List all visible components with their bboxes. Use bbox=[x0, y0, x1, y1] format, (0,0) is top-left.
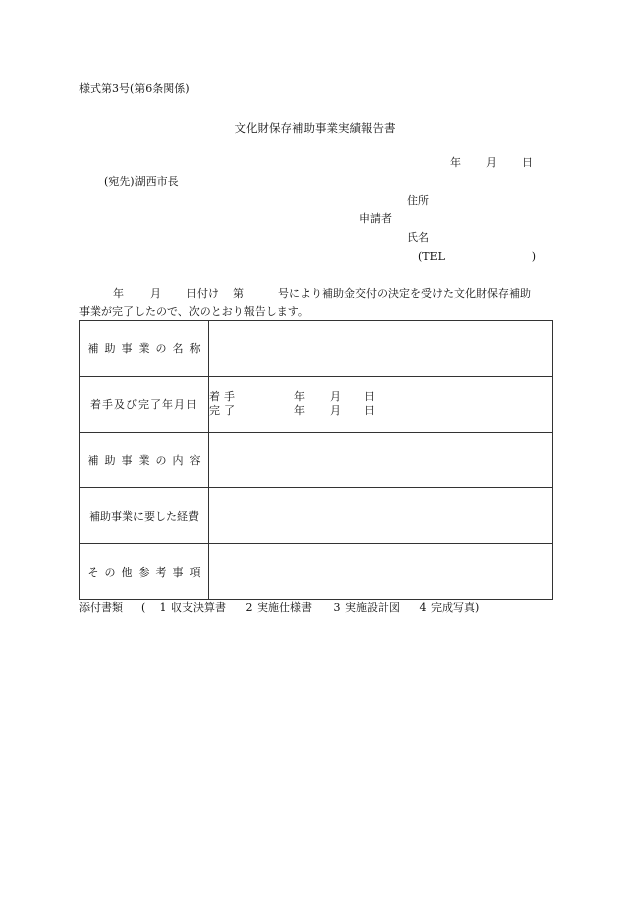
date-day: 日 bbox=[522, 156, 533, 169]
date-line bbox=[450, 157, 540, 168]
intro-dated: 日付け bbox=[186, 287, 219, 300]
expenses-field[interactable] bbox=[209, 488, 553, 544]
attachment-num-1: 1 bbox=[159, 601, 167, 614]
period-start-year: 年 bbox=[294, 390, 305, 404]
period-end-year: 年 bbox=[294, 404, 305, 418]
tel-line bbox=[418, 251, 536, 262]
table-row bbox=[80, 376, 553, 432]
attachments-close: ) bbox=[475, 601, 480, 614]
table-label-cell bbox=[80, 544, 209, 600]
project-content-field[interactable] bbox=[209, 432, 553, 488]
other-notes-field[interactable] bbox=[209, 544, 553, 600]
period-end-month: 月 bbox=[330, 404, 341, 418]
intro-year: 年 bbox=[113, 287, 124, 300]
attachment-3: 実施設計図 bbox=[345, 601, 400, 614]
project-name-field[interactable] bbox=[209, 321, 553, 377]
row-label-content: 補助事業の内容 bbox=[87, 453, 207, 467]
attachments-label: 添付書類 bbox=[79, 601, 123, 614]
attachment-num-2: 2 bbox=[245, 601, 253, 614]
table-label-cell bbox=[80, 432, 209, 488]
period-start-day: 日 bbox=[364, 390, 375, 404]
intro-number-prefix: 第 bbox=[233, 287, 244, 300]
period-end-row bbox=[209, 404, 552, 418]
addressee: (宛先)湖西市長 bbox=[104, 175, 179, 188]
document-title: 文化財保存補助事業実績報告書 bbox=[234, 121, 396, 135]
row-label-period: 着手及び完了年月日 bbox=[90, 398, 198, 412]
tel-close: ) bbox=[531, 250, 536, 263]
row-label-expenses: 補助事業に要した経費 bbox=[89, 509, 199, 523]
intro-line-1 bbox=[113, 288, 553, 299]
period-start-row bbox=[209, 390, 552, 404]
row-label-project-name: 補助事業の名称 bbox=[87, 342, 207, 356]
address-label: 住所 bbox=[407, 194, 429, 207]
name-label: 氏名 bbox=[407, 231, 429, 244]
tel-open: (TEL bbox=[418, 250, 445, 263]
attachment-num-3: 3 bbox=[333, 601, 341, 614]
attachments-line bbox=[79, 602, 479, 613]
table-row bbox=[80, 488, 553, 544]
table-label-cell bbox=[80, 488, 209, 544]
intro-decision-text: 号により補助金交付の決定を受けた文化財保存補助 bbox=[278, 287, 531, 300]
period-start-label: 着手 bbox=[209, 390, 239, 404]
table-label-cell bbox=[80, 321, 209, 377]
intro-line-2: 事業が完了したので、次のとおり報告します。 bbox=[79, 305, 309, 318]
table-row bbox=[80, 432, 553, 488]
report-table bbox=[79, 320, 553, 600]
date-month: 月 bbox=[486, 156, 497, 169]
attachment-4: 完成写真 bbox=[431, 601, 475, 614]
table-label-cell bbox=[80, 376, 209, 432]
attachments-open: ( bbox=[141, 601, 146, 614]
attachment-2: 実施仕様書 bbox=[257, 601, 312, 614]
applicant-label: 申請者 bbox=[359, 212, 392, 225]
table-row bbox=[80, 321, 553, 377]
table-row bbox=[80, 544, 553, 600]
period-end-day: 日 bbox=[364, 404, 375, 418]
period-end-label: 完了 bbox=[209, 404, 239, 418]
attachment-1: 収支決算書 bbox=[171, 601, 226, 614]
date-year: 年 bbox=[450, 156, 461, 169]
form-number: 様式第3号(第6条関係) bbox=[79, 82, 190, 95]
intro-month: 月 bbox=[150, 287, 161, 300]
period-start-month: 月 bbox=[330, 390, 341, 404]
attachment-num-4: 4 bbox=[419, 601, 427, 614]
period-field[interactable] bbox=[209, 376, 553, 432]
row-label-other: その他参考事項 bbox=[87, 565, 207, 579]
